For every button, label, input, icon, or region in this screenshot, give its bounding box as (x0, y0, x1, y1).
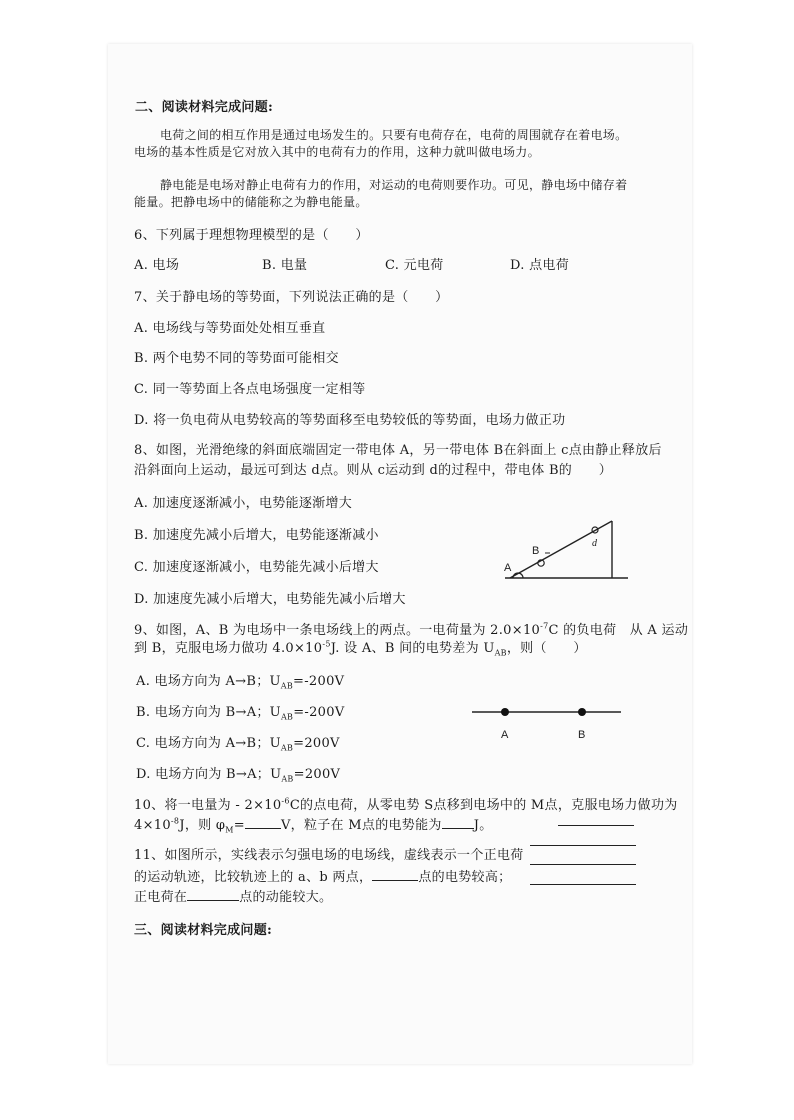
q6-stem: 6、下列属于理想物理模型的是（ ） (134, 228, 369, 243)
q8-option-b: B. 加速度先减小后增大，电势能逐渐减小 (134, 528, 379, 543)
section2-para1-line1: 电荷之间的相互作用是通过电场发生的。只要有电荷存在，电荷的周围就存在着电场。 (160, 128, 628, 142)
label-b: B (532, 545, 540, 557)
point-b-dot (578, 708, 586, 716)
point-a-label: A (501, 729, 509, 741)
section2-para2-line1: 静电能是电场对静止电荷有力的作用，对运动的电荷则要作功。可见，静电场中储存着 (160, 178, 628, 192)
q7-option-d: D. 将一负电荷从电势较高的等势面移至电势较低的等势面，电场力做正功 (134, 413, 566, 428)
q10-line2: $4\times 10^{-8}J$，则 $\varphi_M= V$，粒子在 M点的电势能为 J。 (134, 816, 493, 835)
q6-option-a: A. 电场 (134, 258, 180, 273)
point-b-label: B (578, 729, 586, 741)
q9-option-d: D. 电场方向为 B→A；$U_{AB}=200V$ (136, 767, 341, 784)
q9-stem-line1: 9、如图，A、B 为电场中一条电场线上的两点。一电荷量为 $2.0\times 10^{-7}C$ 的负电荷 从 A 运动 (134, 621, 689, 638)
q8-option-a: A. 加速度逐渐减小，电势能逐渐增大 (134, 496, 353, 511)
q10-energy-blank[interactable] (442, 816, 474, 829)
q11-kinetic-blank[interactable] (187, 888, 239, 901)
label-d: d (592, 538, 597, 549)
section2-heading: 二、阅读材料完成问题: (135, 100, 274, 115)
q8-option-c: C. 加速度逐渐减小，电势能先减小后增大 (134, 560, 379, 575)
q9-option-a: A. 电场方向为 A→B；$U_{AB}=-200V$ (136, 674, 345, 691)
q7-option-a: A. 电场线与等势面处处相互垂直 (134, 321, 326, 336)
q8-stem-line1: 8、如图，光滑绝缘的斜面底端固定一带电体 A，另一带电体 B在斜面上 c点由静止释放后 (134, 443, 662, 458)
q8-stem-line2: 沿斜面向上运动，最远可到达 d点。则从 c运动到 d的过程中，带电体 B的 ） (134, 463, 613, 478)
label-a: A (504, 562, 512, 574)
section2-para2-line2: 能量。把静电场中的储能称之为静电能量。 (134, 195, 368, 209)
q10-potential-blank[interactable] (245, 816, 281, 829)
section3-heading: 三、阅读材料完成问题: (134, 923, 273, 938)
field-line-1 (558, 825, 634, 826)
q7-stem: 7、关于静电场的等势面，下列说法正确的是（ ） (134, 290, 449, 305)
q11-potential-blank[interactable] (372, 868, 418, 881)
q8-option-d: D. 加速度先减小后增大，电势能先减小后增大 (134, 592, 406, 607)
q7-option-b: B. 两个电势不同的等势面可能相交 (134, 351, 339, 366)
q9-option-c: C. 电场方向为 A→B；$U_{AB}=200V$ (136, 736, 340, 753)
field-line-4 (530, 884, 636, 885)
q7-option-c: C. 同一等势面上各点电场强度一定相等 (134, 382, 366, 397)
q9-option-b: B. 电场方向为 B→A；$U_{AB}=-200V$ (136, 705, 345, 722)
q11-line3: 正电荷在 点的动能较大。 (134, 890, 333, 905)
q10-line1: 10、将一电量为 - $2\times 10^{-6}C$的点电荷，从零电势 S点移到电场中的 M点，克服电场力做功为 (134, 796, 678, 813)
q6-option-c: C. 元电荷 (385, 258, 444, 273)
q11-line1: 11、如图所示，实线表示匀强电场的电场线，虚线表示一个正电荷 (134, 848, 524, 863)
q6-option-d: D. 点电荷 (510, 258, 570, 273)
q9-stem-line2: 到 B，克服电场力做功 $4.0\times 10^{-5}J$. 设 A、B 间的电势差为 $U_{AB}$，则（ ） (134, 639, 587, 658)
q6-option-b: B. 电量 (262, 258, 308, 273)
field-line-3 (530, 864, 636, 865)
field-line-2 (530, 845, 636, 846)
section2-para1-line2: 电场的基本性质是它对放入其中的电荷有力的作用，这种力就叫做电场力。 (134, 145, 540, 159)
q11-line2: 的运动轨迹，比较轨迹上的 a、b 两点， 点的电势较高； (134, 870, 512, 885)
point-a-dot (501, 708, 509, 716)
